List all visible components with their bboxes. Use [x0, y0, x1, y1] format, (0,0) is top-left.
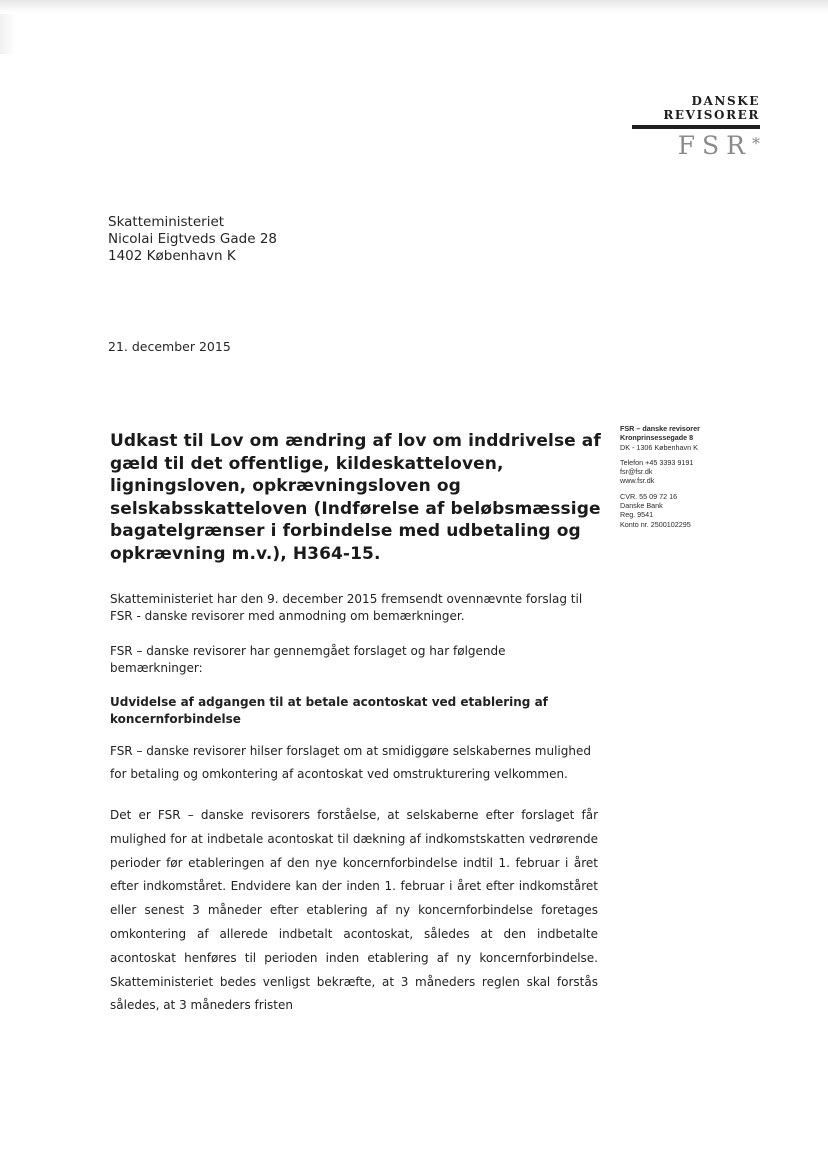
sender-address-block [620, 424, 770, 452]
sender-info [620, 424, 770, 535]
logo-bar [632, 125, 760, 129]
sender-bank-block [620, 492, 770, 529]
logo-mark-text: FSR [677, 131, 752, 160]
sender-account: Konto nr. 2500102295 [620, 519, 691, 529]
recipient-city: 1402 København K [108, 248, 236, 264]
sender-street: Kronprinsessegade 8 [620, 433, 694, 443]
sender-phone: Telefon +45 3393 9191 [620, 457, 694, 467]
logo-line-revisorer: REVISORER [663, 108, 760, 122]
logo-mark [630, 132, 760, 160]
paragraph-intro: Skatteministeriet har den 9. december 2015 fremsendt ovennævnte forslag til FSR - danske revisorer med anmodning om bemærkninger. [110, 592, 583, 623]
sender-web: www.fsr.dk [620, 476, 655, 486]
sender-bank: Danske Bank [620, 501, 663, 511]
sender-org: FSR – danske revisorer [620, 424, 700, 433]
recipient-street: Nicolai Eigtveds Gade 28 [108, 231, 278, 247]
paragraph-understanding: Det er FSR – danske revisorers forståelse, at selskaberne efter forslaget får mulighed for at indbetale acontoskat til dækning af indkomstskatten vedrørende perioder før etableringen af den nye koncernforbindelse indtil 1. februar i året efter indkomståret. Endvidere kan der inden 1. februar i året efter indkomståret eller senest 3 måneder efter etablering af ny koncernforbindelse foretages omkontering af allerede indbetalt acontoskat, således at den indbetalte acontoskat henføres til perioden inden etablering af ny koncernforbindelse. Skatteministeriet bedes venligst bekræfte, at 3 måneders reglen skal forstås således, at 3 måneders fristen [110, 808, 598, 1013]
scan-edge-top [0, 0, 828, 14]
letter-title: Udkast til Lov om ændring af lov om inddrivelse af gæld til det offentlige, kildeskatteloven, ligningsloven, opkrævningsloven og selskabsskatteloven (Indførelse af beløbsmæssige bagatelgrænser i forbindelse med udbetaling og opkrævning m.v.), H364-15. [110, 431, 601, 564]
section-heading: Udvidelse af adgangen til at betale acontoskat ved etablering af koncernforbindelse [110, 695, 548, 726]
recipient-address [108, 214, 277, 265]
logo-line-danske: DANSKE [691, 94, 760, 108]
scan-edge-left [0, 14, 16, 54]
paragraph-remarks: FSR – danske revisorer har gennemgået forslaget og har følgende bemærkninger: [110, 644, 506, 675]
paragraph-welcome: FSR – danske revisorer hilser forslaget om at smidiggøre selskabernes mulighed for betaling og omkontering af acontoskat ved omstrukturering velkommen. [110, 744, 591, 781]
recipient-name: Skatteministeriet [108, 214, 225, 230]
logo-star: * [752, 134, 760, 153]
sender-city: DK - 1306 København K [620, 442, 698, 452]
sender-cvr: CVR. 55 09 72 16 [620, 491, 678, 501]
sender-contact-block [620, 458, 770, 486]
sender-reg: Reg. 9541 [620, 510, 654, 520]
sender-email: fsr@fsr.dk [620, 467, 653, 477]
letter-date: 21. december 2015 [108, 339, 231, 354]
fsr-logo [630, 94, 760, 160]
